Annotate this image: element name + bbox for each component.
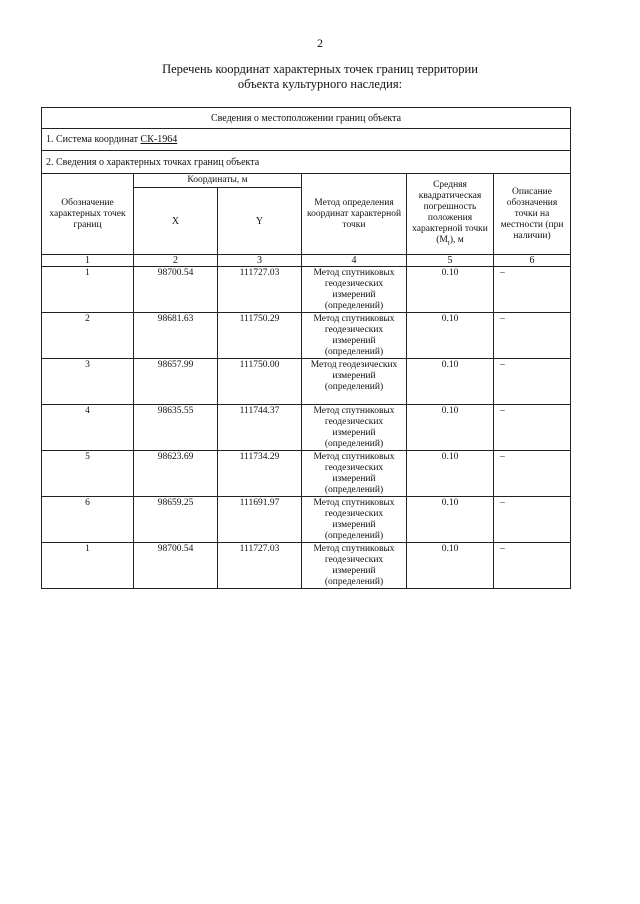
table-row: [42, 359, 571, 405]
cell-point: 5: [42, 451, 134, 497]
cell-x: 98681.63: [134, 313, 218, 359]
cell-error: 0.10: [407, 497, 494, 543]
cell-point: 2: [42, 313, 134, 359]
cell-description: –: [494, 405, 571, 451]
header-y: Y: [218, 188, 302, 255]
cell-error: 0.10: [407, 313, 494, 359]
cell-x: 98657.99: [134, 359, 218, 405]
cell-point: 6: [42, 497, 134, 543]
header-error-sub: t: [447, 238, 450, 247]
cell-method: Метод геодезических измерений (определений): [302, 359, 407, 405]
table-row: [42, 451, 571, 497]
cell-point: 3: [42, 359, 134, 405]
header-error: [407, 174, 494, 255]
coordinate-system-row: [42, 129, 571, 151]
column-number: 1: [42, 255, 134, 267]
table-row: [42, 267, 571, 313]
cell-description: –: [494, 359, 571, 405]
coordinate-system-label: 1. Система координат: [46, 134, 141, 145]
cell-description: –: [494, 497, 571, 543]
table-row: [42, 497, 571, 543]
cell-error: 0.10: [407, 543, 494, 589]
cell-description: –: [494, 313, 571, 359]
cell-error: 0.10: [407, 267, 494, 313]
title-line-1: Перечень координат характерных точек границ территории: [162, 62, 478, 76]
cell-method: Метод спутниковых геодезических измерений (определений): [302, 313, 407, 359]
page-number: 2: [317, 36, 323, 50]
cell-description: –: [494, 267, 571, 313]
table-body: [42, 267, 571, 589]
cell-point: 1: [42, 543, 134, 589]
header-coordinates: Координаты, м: [134, 174, 302, 188]
cell-y: 111734.29: [218, 451, 302, 497]
coordinates-table: [41, 107, 571, 589]
cell-y: 111750.29: [218, 313, 302, 359]
coordinate-system-value: СК-1964: [140, 134, 178, 145]
cell-point: 4: [42, 405, 134, 451]
cell-x: 98635.55: [134, 405, 218, 451]
table-row: [42, 313, 571, 359]
header-x: X: [134, 188, 218, 255]
cell-method: Метод спутниковых геодезических измерений (определений): [302, 405, 407, 451]
table-row: [42, 543, 571, 589]
cell-description: –: [494, 451, 571, 497]
cell-y: 111744.37: [218, 405, 302, 451]
cell-method: Метод спутниковых геодезических измерений (определений): [302, 267, 407, 313]
cell-y: 111727.03: [218, 543, 302, 589]
document-title: [120, 62, 520, 92]
header-error-text: Средняя квадратическая погрешность положения характерной точки (M: [412, 179, 488, 245]
table-row: [42, 405, 571, 451]
table-banner: Сведения о местоположении границ объекта: [42, 108, 571, 129]
cell-x: 98623.69: [134, 451, 218, 497]
column-number: 3: [218, 255, 302, 267]
cell-method: Метод спутниковых геодезических измерений (определений): [302, 497, 407, 543]
header-designation: Обозначение характерных точек границ: [42, 174, 134, 255]
cell-y: 111727.03: [218, 267, 302, 313]
cell-error: 0.10: [407, 359, 494, 405]
points-section-title: 2. Сведения о характерных точках границ объекта: [42, 151, 571, 174]
cell-error: 0.10: [407, 451, 494, 497]
header-error-tail: ), м: [449, 234, 464, 245]
cell-method: Метод спутниковых геодезических измерений (определений): [302, 543, 407, 589]
cell-x: 98700.54: [134, 543, 218, 589]
header-description: Описание обозначения точки на местности (при наличии): [494, 174, 571, 255]
cell-point: 1: [42, 267, 134, 313]
cell-y: 111691.97: [218, 497, 302, 543]
cell-error: 0.10: [407, 405, 494, 451]
cell-description: –: [494, 543, 571, 589]
title-line-2: объекта культурного наследия:: [237, 77, 403, 91]
cell-y: 111750.00: [218, 359, 302, 405]
cell-method: Метод спутниковых геодезических измерений (определений): [302, 451, 407, 497]
header-method: Метод определения координат характерной точки: [302, 174, 407, 255]
cell-x: 98700.54: [134, 267, 218, 313]
column-numbers-row: [42, 255, 571, 267]
column-number: 6: [494, 255, 571, 267]
column-number: 4: [302, 255, 407, 267]
column-number: 5: [407, 255, 494, 267]
column-number: 2: [134, 255, 218, 267]
cell-x: 98659.25: [134, 497, 218, 543]
